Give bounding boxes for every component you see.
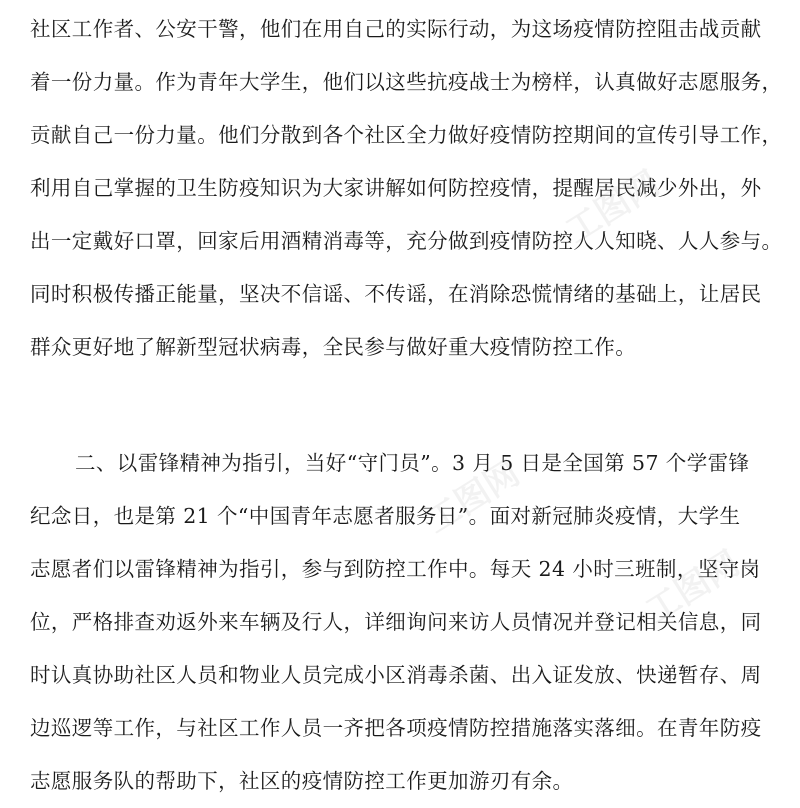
paragraph-2	[30, 437, 772, 808]
watermark: 工图网	[559, 163, 667, 252]
text-line: 边巡逻等工作，与社区工作人员一齐把各项疫情防控措施落实落细。在青年防疫	[30, 716, 762, 740]
text-line: 着一份力量。作为青年大学生，他们以这些抗疫战士为榜样，认真做好志愿服务，	[30, 70, 783, 94]
text-line: 同时积极传播正能量，坚决不信谣、不传谣，在消除恐慌情绪的基础上，让居民	[30, 282, 762, 306]
text-line: 社区工作者、公安干警，他们在用自己的实际行动，为这场疫情防控阻击战贡献	[30, 17, 762, 41]
text-line: 出一定戴好口罩，回家后用酒精消毒等，充分做到疫情防控人人知晓、人人参与。	[30, 229, 783, 253]
text-line: 二、以雷锋精神为指引，当好“守门员”。3 月 5 日是全国第 57 个学雷锋	[75, 451, 750, 475]
text-line: 利用自己掌握的卫生防疫知识为大家讲解如何防控疫情，提醒居民减少外出，外	[30, 176, 762, 200]
text-line: 志愿者们以雷锋精神为指引，参与到防控工作中。每天 24 小时三班制，坚守岗	[30, 557, 761, 581]
watermark: 工图网	[639, 543, 747, 632]
text-line: 位，严格排查劝返外来车辆及行人，详细询问来访人员情况并登记相关信息，同	[30, 610, 762, 634]
paragraph-1	[30, 3, 783, 374]
text-line: 志愿服务队的帮助下，社区的疫情防控工作更加游刃有余。	[30, 769, 574, 793]
text-line: 纪念日，也是第 21 个“中国青年志愿者服务日”。面对新冠肺炎疫情，大学生	[30, 504, 741, 528]
watermark: 工图网	[419, 453, 527, 542]
text-line: 群众更好地了解新型冠状病毒，全民参与做好重大疫情防控工作。	[30, 335, 637, 359]
text-line: 贡献自己一份力量。他们分散到各个社区全力做好疫情防控期间的宣传引导工作，	[30, 123, 783, 147]
text-line: 时认真协助社区人员和物业人员完成小区消毒杀菌、出入证发放、快递暂存、周	[30, 663, 762, 687]
